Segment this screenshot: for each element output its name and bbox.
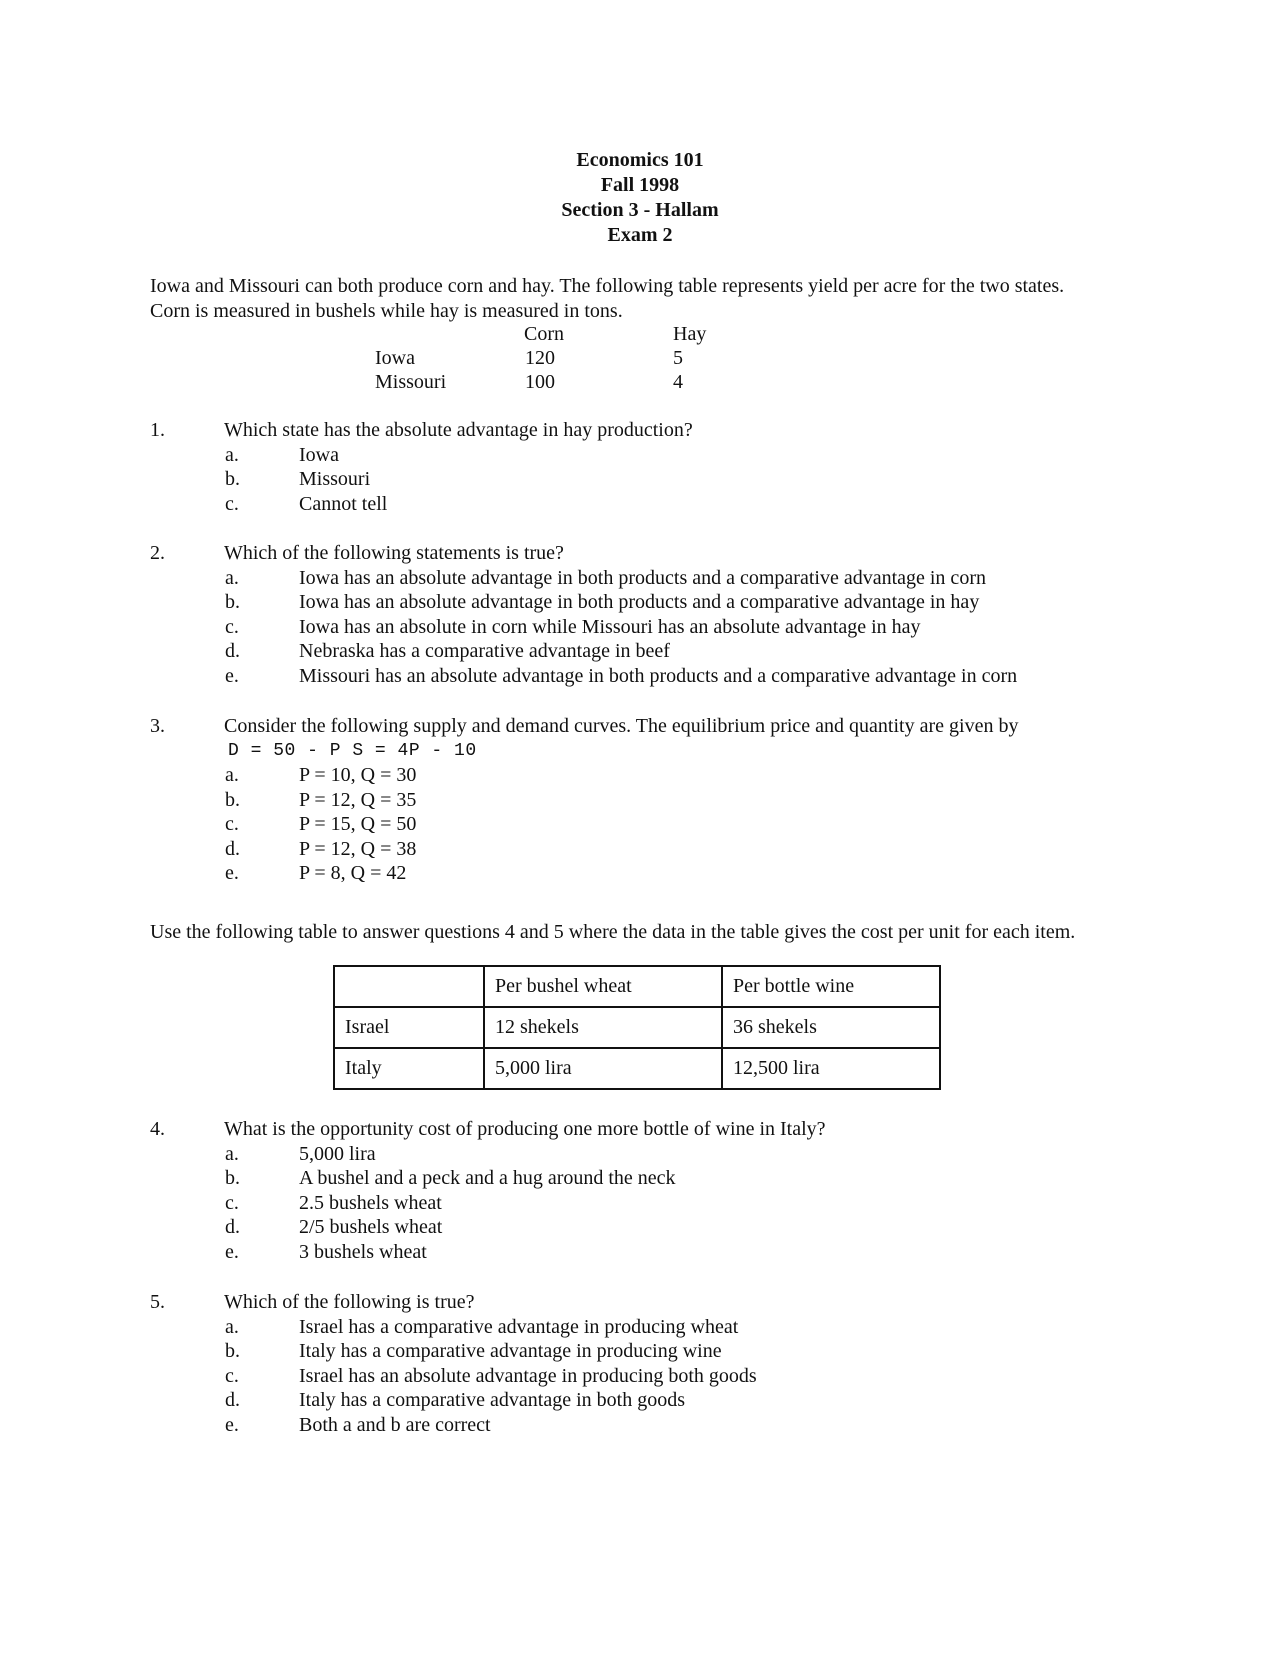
yield-corn-value: 120	[525, 347, 555, 369]
option-text: Missouri	[299, 468, 371, 490]
option-c	[0, 492, 1280, 517]
option-c	[0, 1191, 1280, 1216]
option-letter: c.	[225, 615, 239, 638]
option-letter: b.	[225, 591, 240, 613]
yield-hay-value: 4	[673, 371, 683, 393]
option-letter: e.	[225, 1240, 239, 1263]
option-a	[0, 443, 1280, 468]
option-text: P = 8, Q = 42	[299, 862, 407, 884]
option-letter: a.	[225, 764, 239, 786]
option-e	[0, 861, 1280, 886]
exam-header	[0, 148, 1280, 248]
option-letter: e.	[225, 1413, 239, 1436]
option-a	[0, 763, 1280, 788]
option-letter: d.	[225, 1216, 240, 1238]
question-number: 2.	[150, 542, 165, 564]
option-letter: e.	[225, 664, 239, 687]
intro-paragraph	[150, 274, 1210, 323]
option-b	[0, 590, 1280, 615]
option-text: Missouri has an absolute advantage in both products and a comparative advantage in corn	[299, 664, 1018, 687]
option-letter: a.	[225, 566, 239, 589]
yield-row-iowa	[0, 346, 1280, 370]
option-text: Israel has an absolute advantage in producing both goods	[299, 1364, 757, 1387]
section-title: Section 3 - Hallam	[561, 199, 719, 221]
option-c	[0, 812, 1280, 837]
option-letter: a.	[225, 443, 239, 466]
option-letter: a.	[225, 1142, 239, 1165]
option-letter: b.	[225, 788, 240, 811]
option-b	[0, 1166, 1280, 1191]
option-d	[0, 639, 1280, 664]
option-text: Iowa	[299, 443, 339, 466]
option-text: P = 15, Q = 50	[299, 813, 417, 835]
yield-header-hay: Hay	[673, 323, 707, 345]
option-text: Cannot tell	[299, 492, 388, 515]
option-text: Nebraska has a comparative advantage in beef	[299, 640, 670, 662]
option-letter: b.	[225, 1167, 240, 1189]
option-e	[0, 664, 1280, 689]
question-number: 1.	[150, 419, 165, 441]
yield-hay-value: 5	[673, 347, 683, 369]
question-number: 3.	[150, 715, 165, 737]
option-text: 2.5 bushels wheat	[299, 1191, 442, 1214]
question-text: Which state has the absolute advantage in hay production?	[224, 419, 693, 441]
option-a	[0, 566, 1280, 591]
option-letter: d.	[225, 1389, 240, 1411]
question-text: Which of the following statements is true?	[224, 542, 564, 564]
cost-country-cell: Italy	[334, 1048, 484, 1089]
intro-line: Corn is measured in bushels while hay is measured in tons.	[150, 299, 623, 322]
question-text: What is the opportunity cost of producing one more bottle of wine in Italy?	[224, 1118, 826, 1140]
cost-header-cell	[334, 966, 484, 1007]
cost-value-cell: 36 shekels	[722, 1007, 940, 1048]
term-title: Fall 1998	[600, 174, 680, 196]
cost-table-row-israel	[334, 1007, 940, 1048]
cost-header-cell: Per bottle wine	[722, 966, 940, 1007]
yield-state: Iowa	[375, 347, 415, 369]
option-text: Iowa has an absolute in corn while Missouri has an absolute advantage in hay	[299, 615, 921, 638]
option-e	[0, 1240, 1280, 1265]
option-c	[0, 1364, 1280, 1389]
option-text: P = 12, Q = 38	[299, 837, 417, 860]
cost-table-intro: Use the following table to answer questions 4 and 5 where the data in the table gives the cost per unit for each item.	[150, 921, 1076, 943]
option-a	[0, 1315, 1280, 1340]
option-letter: b.	[225, 1340, 240, 1362]
option-text: P = 12, Q = 35	[299, 788, 417, 811]
exam-title: Exam 2	[607, 224, 673, 246]
yield-corn-value: 100	[525, 371, 555, 393]
option-letter: d.	[225, 640, 240, 662]
cost-value-cell: 12,500 lira	[722, 1048, 940, 1089]
option-b	[0, 1339, 1280, 1364]
cost-table-row-italy	[334, 1048, 940, 1089]
option-d	[0, 837, 1280, 862]
question-4	[0, 1117, 1280, 1264]
option-letter: c.	[225, 492, 239, 515]
question-1	[0, 418, 1280, 516]
option-c	[0, 615, 1280, 640]
option-text: P = 10, Q = 30	[299, 764, 417, 786]
option-letter: d.	[225, 837, 240, 860]
option-e	[0, 1413, 1280, 1438]
cost-country-cell: Israel	[334, 1007, 484, 1048]
option-a	[0, 1142, 1280, 1167]
cost-table	[333, 965, 941, 1090]
option-text: 2/5 bushels wheat	[299, 1216, 443, 1238]
question-text: Which of the following is true?	[224, 1291, 475, 1313]
option-text: 5,000 lira	[299, 1142, 376, 1165]
cost-value-cell: 5,000 lira	[484, 1048, 722, 1089]
option-text: 3 bushels wheat	[299, 1240, 427, 1263]
cost-value-cell: 12 shekels	[484, 1007, 722, 1048]
yield-row-missouri	[0, 370, 1280, 394]
option-letter: c.	[225, 813, 239, 835]
option-letter: b.	[225, 468, 240, 490]
option-text: Italy has a comparative advantage in producing wine	[299, 1340, 722, 1362]
option-d	[0, 1215, 1280, 1240]
option-d	[0, 1388, 1280, 1413]
option-text: Italy has a comparative advantage in both goods	[299, 1389, 685, 1411]
option-letter: a.	[225, 1315, 239, 1338]
question-number: 5.	[150, 1291, 165, 1313]
option-text: Both a and b are correct	[299, 1413, 491, 1436]
question-2	[0, 541, 1280, 688]
cost-header-cell: Per bushel wheat	[484, 966, 722, 1007]
question-5	[0, 1290, 1280, 1437]
option-letter: c.	[225, 1191, 239, 1214]
yield-header-corn: Corn	[524, 323, 564, 345]
yield-state: Missouri	[375, 371, 447, 393]
question-3	[0, 714, 1280, 886]
cost-table-header-row	[334, 966, 940, 1007]
option-b	[0, 467, 1280, 492]
option-letter: e.	[225, 862, 239, 884]
supply-demand-equation: D = 50 - P S = 4P - 10	[228, 740, 477, 761]
question-number: 4.	[150, 1118, 165, 1140]
option-text: Iowa has an absolute advantage in both products and a comparative advantage in corn	[299, 566, 986, 589]
question-text: Consider the following supply and demand curves. The equilibrium price and quantity are given by	[224, 715, 1019, 737]
option-letter: c.	[225, 1364, 239, 1387]
option-text: Israel has a comparative advantage in producing wheat	[299, 1315, 739, 1338]
intro-line: Iowa and Missouri can both produce corn and hay. The following table represents yield per acre for the two states.	[150, 275, 1065, 297]
option-text: A bushel and a peck and a hug around the neck	[299, 1167, 676, 1189]
yield-table-header	[0, 322, 1280, 346]
option-b	[0, 788, 1280, 813]
course-title: Economics 101	[576, 149, 704, 171]
option-text: Iowa has an absolute advantage in both products and a comparative advantage in hay	[299, 591, 980, 613]
